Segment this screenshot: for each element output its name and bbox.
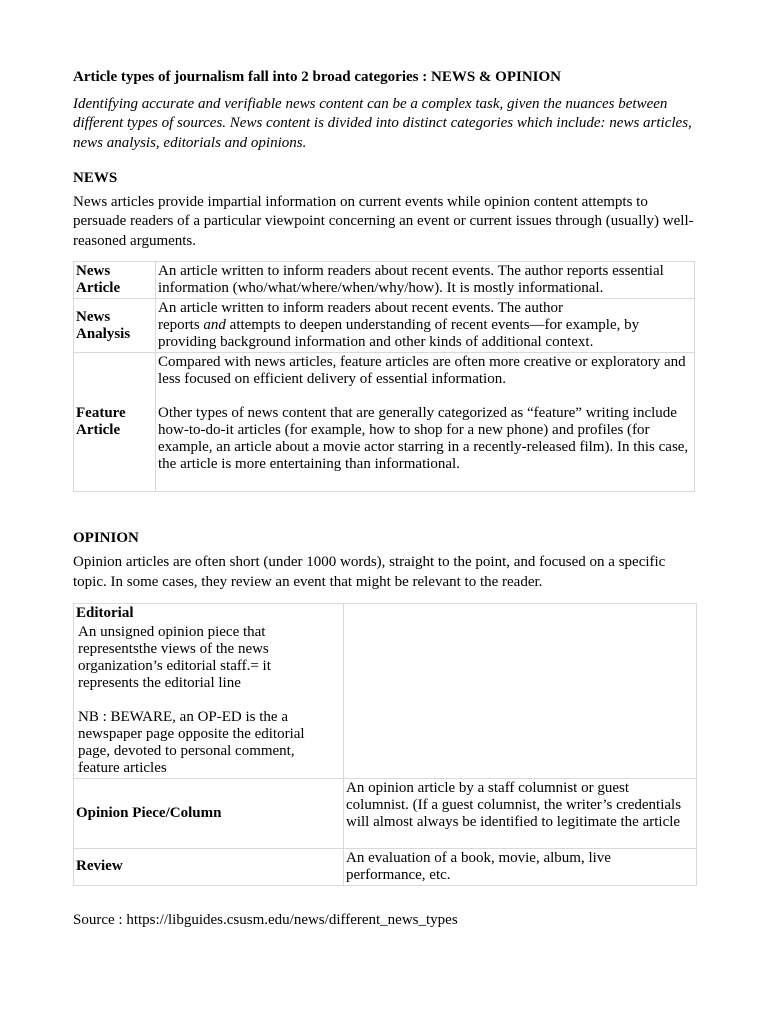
opinion-type-row xyxy=(74,778,697,848)
description-paragraph: Compared with news articles, feature articles are often more creative or exploratory and less focused on efficient delivery of essential information. xyxy=(158,354,686,387)
description-paragraph: An unsigned opinion piece that representsthe views of the news organization’s editorial staff.= it represents the editorial line xyxy=(78,623,271,691)
news-type-description xyxy=(156,299,695,353)
opinion-type-label: Editorial xyxy=(76,604,134,621)
news-paragraph: News articles provide impartial information on current events while opinion content attempts to persuade readers of a particular viewpoint concerning an event or current issues through (usually) well-reasoned arguments. xyxy=(73,193,694,249)
opinion-type-label: Review xyxy=(74,848,344,885)
news-type-description: An article written to inform readers about recent events. The author reports essential information (who/what/where/when/why/how). It is mostly informational. xyxy=(156,262,695,299)
opinion-type-label-cell xyxy=(74,603,344,778)
intro-paragraph: Identifying accurate and verifiable news content can be a complex task, given the nuances between different types of sources. News content is divided into distinct categories which include: news articles, news analysis, editorials and opinions. xyxy=(73,95,692,151)
opinion-paragraph: Opinion articles are often short (under 1000 words), straight to the point, and focused on a specific topic. In some cases, they review an event that might be relevant to the reader. xyxy=(73,554,666,590)
news-type-row xyxy=(74,299,695,353)
opinion-type-row xyxy=(74,603,697,778)
source-line: Source : https://libguides.csusm.edu/news/different_news_types xyxy=(73,911,458,928)
news-type-row xyxy=(74,353,695,492)
description-emphasis: and xyxy=(203,317,226,333)
opinion-section-title: OPINION xyxy=(73,530,139,546)
news-type-label: Feature Article xyxy=(74,353,156,492)
description-text: attempts to deepen understanding of recent events—for example, by providing background information and other kinds of additional context. xyxy=(158,317,640,350)
opinion-type-description: An evaluation of a book, movie, album, live performance, etc. xyxy=(344,848,697,885)
description-text: reports xyxy=(158,317,204,333)
news-type-row xyxy=(74,262,695,299)
page-heading: Article types of journalism fall into 2 broad categories : NEWS & OPINION xyxy=(73,69,562,85)
news-type-label: News Article xyxy=(74,262,156,299)
description-paragraph: NB : BEWARE, an OP-ED is the a newspaper page opposite the editorial page, devoted to personal comment, feature articles xyxy=(78,708,305,776)
news-section-title: NEWS xyxy=(73,169,118,186)
opinion-type-label: Opinion Piece/Column xyxy=(74,778,344,848)
editorial-description xyxy=(76,624,314,777)
description-paragraph: Other types of news content that are generally categorized as “feature” writing include how-to-do-it articles (for example, how to shop for a new phone) and profiles (for example, an article about a movie actor starring in a recently-released film). In this case, the article is more entertaining than informational. xyxy=(158,405,689,472)
opinion-type-description xyxy=(344,603,697,778)
news-type-description xyxy=(156,353,695,492)
news-types-table xyxy=(73,261,695,492)
opinion-type-row xyxy=(74,848,697,885)
news-type-label: News Analysis xyxy=(74,299,156,353)
opinion-type-description: An opinion article by a staff columnist or guest columnist. (If a guest columnist, the writer’s credentials will almost always be identified to legitimate the article xyxy=(344,778,697,848)
description-text: An article written to inform readers about recent events. The author xyxy=(158,300,563,316)
opinion-types-table xyxy=(73,603,697,886)
